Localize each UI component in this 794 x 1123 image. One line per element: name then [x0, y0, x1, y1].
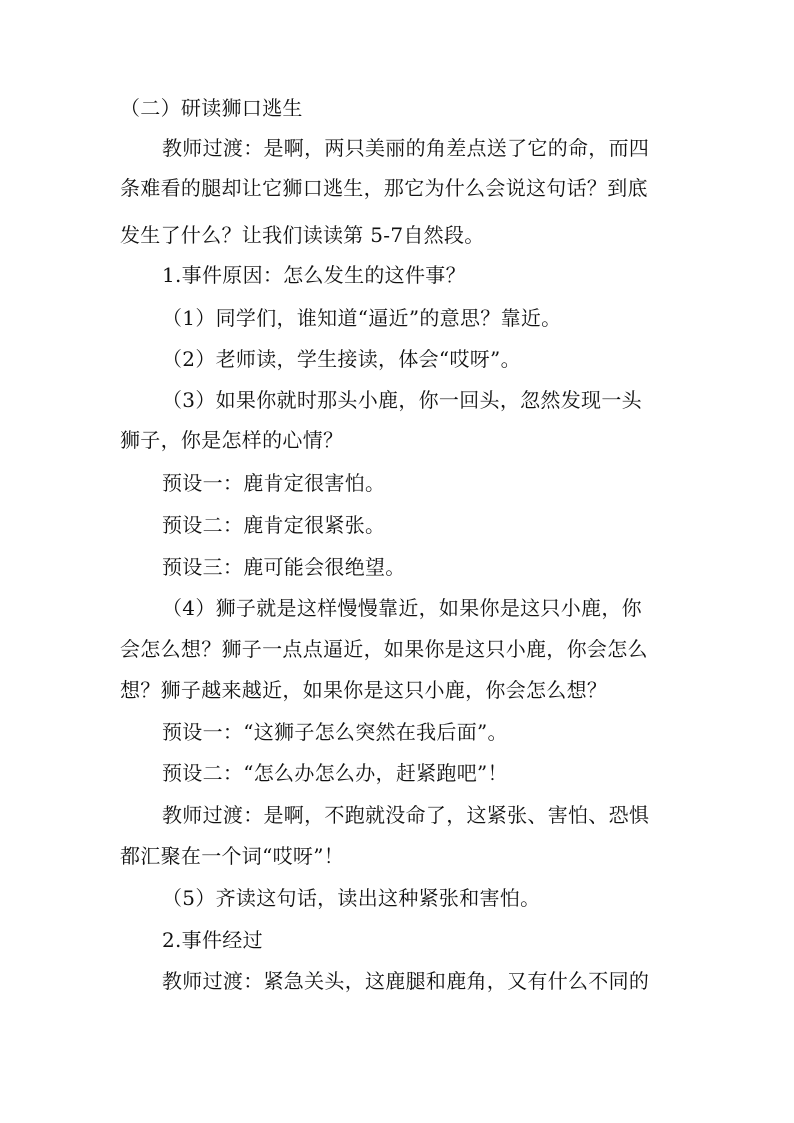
subheading: 1.事件原因：怎么发生的这件事？ [162, 263, 466, 287]
paragraph-line: （4）狮子就是这样慢慢靠近，如果你是这只小鹿，你 [162, 596, 642, 620]
paragraph-line: 想？狮子越来越近，如果你是这只小鹿，你会怎么想？ [120, 678, 608, 702]
subheading: 2.事件经过 [162, 928, 263, 952]
preset-line: 预设一：“这狮子怎么突然在我后面”。 [162, 720, 508, 744]
paragraph-line: （3）如果你就时那头小鹿，你一回头，忽然发现一头 [162, 388, 642, 412]
paragraph-line: 条难看的腿却让它狮口逃生，那它为什么会说这句话？到底 [120, 176, 648, 200]
paragraph-line: 教师过渡：是啊，两只美丽的角差点送了它的命，而四 [162, 136, 650, 160]
preset-line: 预设一：鹿肯定很害怕。 [162, 471, 386, 495]
paragraph-line: 教师过渡：是啊，不跑就没命了，这紧张、害怕、恐惧 [162, 803, 650, 827]
preset-line: 预设二：鹿肯定很紧张。 [162, 513, 386, 537]
paragraph-line: （5）齐读这句话，读出这种紧张和害怕。 [162, 886, 541, 910]
section-heading: （二）研读狮口逃生 [120, 96, 303, 120]
paragraph-line: 狮子，你是怎样的心情？ [120, 428, 344, 452]
paragraph-line: 会怎么想？狮子一点点逼近，如果你是这只小鹿，你会怎么 [120, 637, 648, 661]
paragraph-line: 教师过渡：紧急关头，这鹿腿和鹿角，又有什么不同的 [162, 969, 650, 993]
paragraph-line: 都汇聚在一个词“哎呀”！ [120, 844, 345, 868]
paragraph-line: （1）同学们，谁知道“逼近”的意思？靠近。 [162, 306, 562, 330]
paragraph-line: （2）老师读，学生接读，体会“哎呀”。 [162, 347, 521, 371]
paragraph-line: 发生了什么？让我们读读第 5-7自然段。 [120, 223, 485, 247]
preset-line: 预设二：“怎么办怎么办，赶紧跑吧”！ [162, 761, 508, 785]
preset-line: 预设三：鹿可能会很绝望。 [162, 555, 406, 579]
